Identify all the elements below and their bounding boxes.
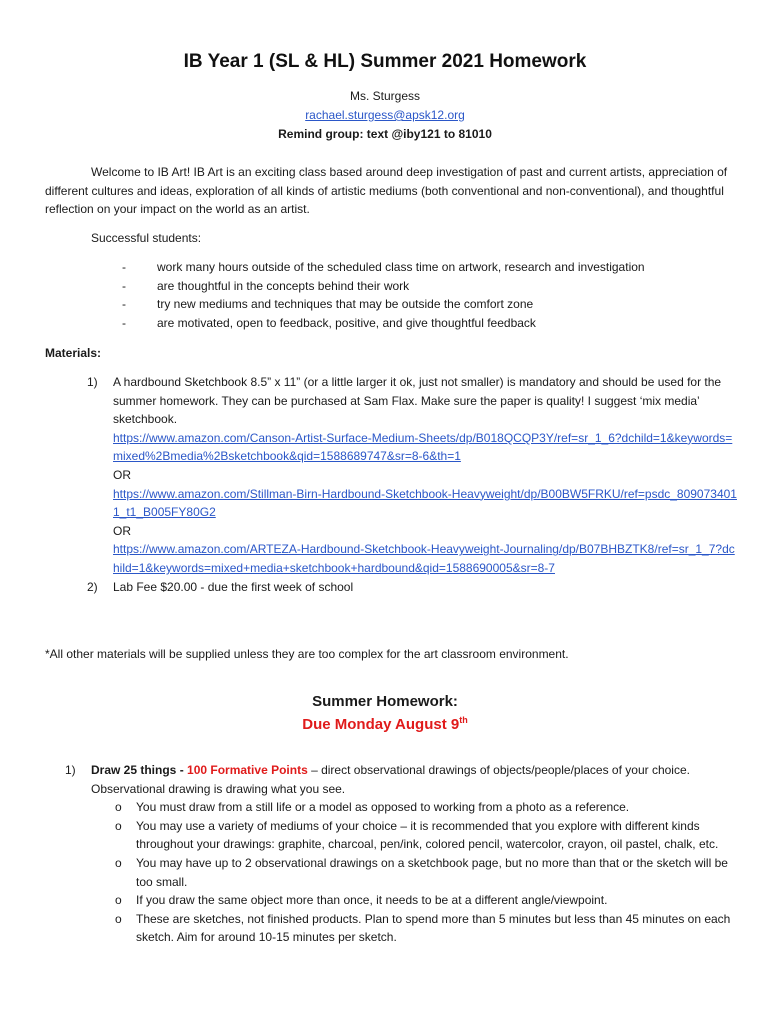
list-item [91,277,731,296]
trait-text: try new mediums and techniques that may be outside the comfort zone [157,297,534,312]
amazon-link-arteza[interactable]: https://www.amazon.com/ARTEZA-Hardbound-Sketchbook-Heavyweight-Journaling/dp/B07BHBZTK8/ref=sr_1_7?dchild=1&keywords=mixed+media+sketchbook+hardbound&qid=1588690005&sr=8-7 [113,542,735,575]
due-date-text: Due Monday August 9 [302,716,460,733]
list-item [91,258,731,277]
rule-text: You may have up to 2 observational drawings on a sketchbook page, but no more than that or the sketch will be too small. [136,855,728,889]
rule-text: You may use a variety of mediums of your choice – it is recommended that you explore with different kinds throughout your drawings: graphite, charcoal, pen/ink, colored pencil, watercolor, crayon, oil pastel, chalk, etc. [136,818,719,852]
list-item [87,373,737,578]
trait-text: are motivated, open to feedback, positive, and give thoughtful feedback [157,315,536,330]
item-number: 1) [65,763,76,777]
materials-note: *All other materials will be supplied unless they are too complex for the art classroom environment. [45,647,569,661]
remind-group: Remind group: text @iby121 to 81010 [278,127,492,141]
bullet-marker: o [115,855,122,870]
welcome-paragraph: Welcome to IB Art! IB Art is an exciting class based around deep investigation of past and current artists, appreciation of different cultures and ideas, exploration of all kinds of artistic mediums (both conventional and non-conventional), and thoughtful reflection on your impact on the world as an artist. [45,165,728,217]
page-title: IB Year 1 (SL & HL) Summer 2021 Homework [183,51,587,72]
summer-homework-title: Summer Homework: [312,693,458,710]
or-separator: OR [113,467,131,482]
due-date [0,715,770,735]
bullet-marker: o [115,818,122,833]
task-title: Draw 25 things - [91,763,188,777]
materials-list [87,373,737,596]
task-rules-list [115,798,735,947]
list-item [115,891,735,910]
trait-text: work many hours outside of the scheduled class time on artwork, research and investigation [157,260,645,274]
teacher-name: Ms. Sturgess [349,89,421,103]
list-item [115,817,735,854]
list-item [91,314,731,333]
list-item [65,761,735,947]
bullet-marker: o [115,893,122,908]
draw-25-things [91,761,735,798]
homework-list [65,761,735,947]
email-link[interactable]: rachael.sturgess@apsk12.org [305,108,465,122]
sketchbook-requirement: A hardbound Sketchbook 8.5” x 11” (or a little larger it ok, just not smaller) is mandatory and should be used for the summer homework. They can be purchased at Sam Flax. Make sure the paper is quality! I suggest ‘mix media’ sketchbook. [113,375,722,427]
email-line [0,106,770,125]
amazon-link-canson[interactable]: https://www.amazon.com/Canson-Artist-Surface-Medium-Sheets/dp/B018QCQP3Y/ref=sr_1_6?dchild=1&keywords=mixed%2Bmedia%2Bsketchbook&qid=1588689747&sr=8-6&th=1 [113,430,733,464]
rule-text: These are sketches, not finished products. Plan to spend more than 5 minutes but less than 45 minutes on each sketch. Aim for around 10-15 minutes per sketch. [136,911,731,945]
list-item [115,854,735,891]
bullet-marker: o [115,911,122,926]
amazon-link-stillman-birn[interactable]: https://www.amazon.com/Stillman-Birn-Hardbound-Sketchbook-Heavyweight/dp/B00BW5FRKU/ref=psdc_8090734011_t1_B005FY80G2 [113,486,737,520]
item-number: 2) [87,579,98,594]
dash-marker: - [122,278,126,293]
lab-fee: Lab Fee $20.00 - due the first week of school [113,579,354,594]
task-description: – direct observational drawings of objects/people/places of your choice. Observational drawing is drawing what you see. [91,763,690,796]
item-number: 1) [87,375,98,389]
rule-text: If you draw the same object more than once, it needs to be at a different angle/viewpoint. [136,893,608,908]
list-item [91,295,731,314]
materials-heading: Materials: [45,346,102,360]
rule-text: You must draw from a still life or a model as opposed to working from a photo as a reference. [136,800,630,815]
dash-marker: - [122,315,126,330]
list-item [115,910,735,947]
successful-students-label: Successful students: [91,231,202,245]
traits-list [91,258,731,332]
dash-marker: - [122,260,126,274]
trait-text: are thoughtful in the concepts behind their work [157,278,410,293]
due-date-suffix: th [459,715,468,725]
dash-marker: - [122,297,126,312]
or-separator: OR [113,523,131,538]
formative-points: 100 Formative Points [187,763,308,777]
list-item [115,798,735,817]
bullet-marker: o [115,800,122,815]
list-item [87,578,737,597]
